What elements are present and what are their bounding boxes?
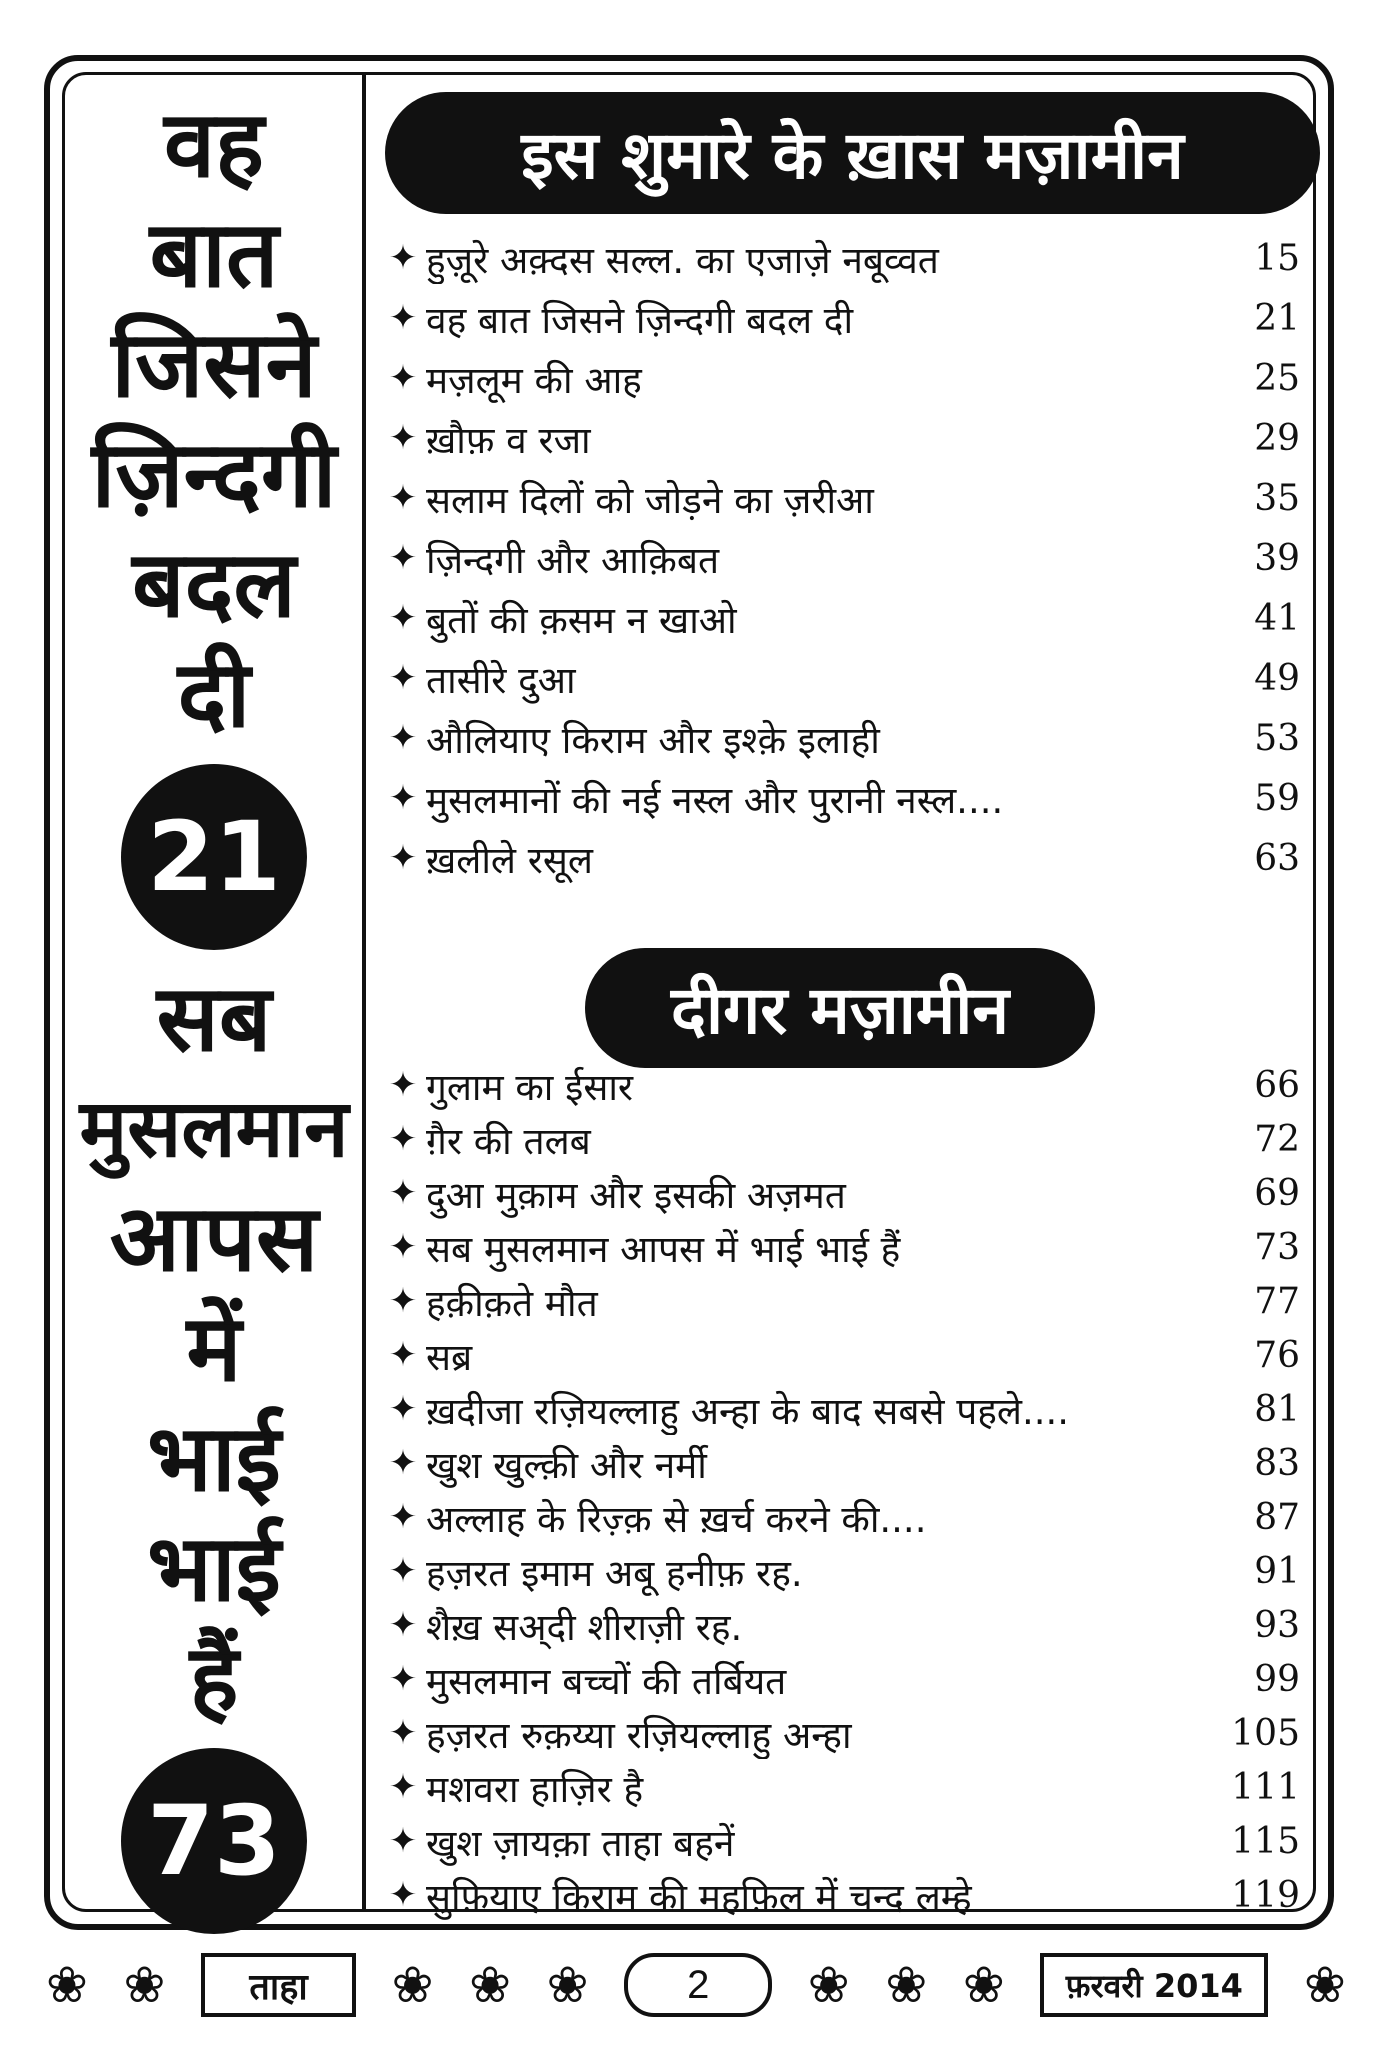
flower-icon: ❀ <box>469 1956 512 2014</box>
main-contents-list <box>380 228 1310 888</box>
left-word: ज़िन्दगी <box>91 421 337 528</box>
toc-item-title: हुज़ूरे अक़्दस सल्ल. का एजाज़े नबूव्वत <box>426 238 939 282</box>
page-footer <box>46 1945 1346 2025</box>
toc-item[interactable] <box>380 1166 1310 1220</box>
toc-item[interactable] <box>380 1112 1310 1166</box>
toc-item-title: शैख़ सअ्दी शीराज़ी रह. <box>426 1605 743 1649</box>
toc-item[interactable] <box>380 1706 1310 1760</box>
star-bullet-icon: ✦ <box>388 1389 418 1429</box>
toc-item-page: 105 <box>1231 1712 1300 1754</box>
toc-item-title: ख़ौफ़ व रजा <box>426 418 591 462</box>
star-bullet-icon: ✦ <box>388 1065 418 1105</box>
star-bullet-icon: ✦ <box>388 238 418 278</box>
toc-item-page: 91 <box>1254 1550 1300 1592</box>
flower-icon: ❀ <box>391 1956 434 2014</box>
toc-item-page: 21 <box>1254 297 1300 339</box>
toc-item-page: 39 <box>1254 537 1300 579</box>
toc-item[interactable] <box>380 348 1310 408</box>
toc-item-page: 111 <box>1231 1766 1300 1808</box>
toc-item-page: 69 <box>1254 1172 1300 1214</box>
page-number: 2 <box>624 1953 772 2017</box>
toc-item[interactable] <box>380 1760 1310 1814</box>
star-bullet-icon: ✦ <box>388 1659 418 1699</box>
star-bullet-icon: ✦ <box>388 778 418 818</box>
toc-item[interactable] <box>380 1274 1310 1328</box>
toc-item[interactable] <box>380 528 1310 588</box>
toc-item-title: हक़ीक़ते मौत <box>426 1281 598 1325</box>
toc-item[interactable] <box>380 1436 1310 1490</box>
toc-item[interactable] <box>380 708 1310 768</box>
star-bullet-icon: ✦ <box>388 1551 418 1591</box>
toc-item[interactable] <box>380 1598 1310 1652</box>
toc-item-title: दुआ मुक़ाम और इसकी अज़मत <box>426 1173 846 1217</box>
toc-item-title: खुश ज़ायक़ा ताहा बहनें <box>426 1821 735 1865</box>
toc-item-title: हज़रत इमाम अबू हनीफ़ रह. <box>426 1551 803 1595</box>
toc-item-page: 76 <box>1254 1334 1300 1376</box>
star-bullet-icon: ✦ <box>388 1497 418 1537</box>
flower-icon: ❀ <box>807 1956 850 2014</box>
page-badge-73[interactable]: 73 <box>121 1748 307 1934</box>
toc-item-title: मशवरा हाज़िर है <box>426 1767 644 1811</box>
issue-date: फ़रवरी 2014 <box>1040 1953 1268 2017</box>
star-bullet-icon: ✦ <box>388 418 418 458</box>
toc-item[interactable] <box>380 1868 1310 1922</box>
toc-item-title: सुफ़ियाए किराम की महफ़िल में चन्द लम्हे <box>426 1875 972 1919</box>
toc-item[interactable] <box>380 288 1310 348</box>
toc-item-title: सब मुसलमान आपस में भाई भाई हैं <box>426 1227 901 1271</box>
toc-item-page: 41 <box>1254 597 1300 639</box>
star-bullet-icon: ✦ <box>388 658 418 698</box>
main-section-title: इस शुमारे के ख़ास मज़ामीन <box>385 92 1320 214</box>
star-bullet-icon: ✦ <box>388 478 418 518</box>
other-section-title: दीगर मज़ामीन <box>585 948 1095 1068</box>
toc-item[interactable] <box>380 1328 1310 1382</box>
toc-item-page: 53 <box>1254 717 1300 759</box>
toc-item-page: 35 <box>1254 477 1300 519</box>
star-bullet-icon: ✦ <box>388 1119 418 1159</box>
toc-item-title: सलाम दिलों को जोड़ने का ज़रीआ <box>426 478 874 522</box>
toc-item-title: औलियाए किराम और इश्क़े इलाही <box>426 718 880 762</box>
toc-item-title: गुलाम का ईसार <box>426 1065 634 1109</box>
toc-item-page: 72 <box>1254 1118 1300 1160</box>
toc-item-page: 29 <box>1254 417 1300 459</box>
toc-item-title: सब्र <box>426 1335 473 1379</box>
star-bullet-icon: ✦ <box>388 538 418 578</box>
toc-item-page: 81 <box>1254 1388 1300 1430</box>
toc-item-page: 59 <box>1254 777 1300 819</box>
toc-item[interactable] <box>380 1544 1310 1598</box>
toc-item[interactable] <box>380 1490 1310 1544</box>
flower-icon: ❀ <box>1303 1956 1346 2014</box>
left-word: में <box>186 1295 242 1402</box>
star-bullet-icon: ✦ <box>388 1767 418 1807</box>
toc-item[interactable] <box>380 828 1310 888</box>
star-bullet-icon: ✦ <box>388 1713 418 1753</box>
toc-item-title: बुतों की क़सम न खाओ <box>426 598 737 642</box>
toc-item-title: खुश खुल्क़ी और नर्मी <box>426 1443 707 1487</box>
left-word: वह <box>163 91 264 198</box>
left-word: सब <box>156 965 272 1072</box>
flower-icon: ❀ <box>46 1956 88 2014</box>
flower-icon: ❀ <box>962 1956 1005 2014</box>
star-bullet-icon: ✦ <box>388 1173 418 1213</box>
column-divider <box>362 74 366 1910</box>
toc-item-page: 83 <box>1254 1442 1300 1484</box>
toc-item[interactable] <box>380 1058 1310 1112</box>
left-word: दी <box>177 641 251 748</box>
left-word: भाई <box>147 1405 281 1512</box>
toc-item[interactable] <box>380 768 1310 828</box>
star-bullet-icon: ✦ <box>388 718 418 758</box>
toc-item-page: 49 <box>1254 657 1300 699</box>
star-bullet-icon: ✦ <box>388 1335 418 1375</box>
toc-item-title: ग़ैर की तलब <box>426 1119 591 1163</box>
toc-item-title: मुसलमान बच्चों की तर्बियत <box>426 1659 787 1703</box>
toc-item-page: 119 <box>1231 1874 1300 1916</box>
left-word: बदल <box>132 531 296 638</box>
toc-item-title: ख़लीले रसूल <box>426 838 594 882</box>
left-word: आपस <box>109 1185 319 1292</box>
star-bullet-icon: ✦ <box>388 1821 418 1861</box>
flower-icon: ❀ <box>546 1956 589 2014</box>
toc-item[interactable] <box>380 1814 1310 1868</box>
left-word: जिसने <box>111 311 317 418</box>
toc-item-title: हज़रत रुक़य्या रज़ियल्लाहु अन्हा <box>426 1713 852 1757</box>
toc-item-page: 93 <box>1254 1604 1300 1646</box>
toc-item-page: 87 <box>1254 1496 1300 1538</box>
star-bullet-icon: ✦ <box>388 358 418 398</box>
toc-item[interactable] <box>380 1652 1310 1706</box>
page-badge-21[interactable]: 21 <box>121 764 307 950</box>
toc-item[interactable] <box>380 588 1310 648</box>
flower-icon: ❀ <box>123 1956 166 2014</box>
toc-item-page: 115 <box>1231 1820 1300 1862</box>
toc-item-page: 25 <box>1254 357 1300 399</box>
star-bullet-icon: ✦ <box>388 298 418 338</box>
star-bullet-icon: ✦ <box>388 1875 418 1915</box>
toc-item-page: 73 <box>1254 1226 1300 1268</box>
star-bullet-icon: ✦ <box>388 1281 418 1321</box>
toc-item-page: 99 <box>1254 1658 1300 1700</box>
toc-item-title: ख़दीजा रज़ियल्लाहु अन्हा के बाद सबसे पहले.... <box>426 1389 1070 1433</box>
toc-item-title: मज़लूम की आह <box>426 358 642 402</box>
star-bullet-icon: ✦ <box>388 1443 418 1483</box>
toc-item-title: मुसलमानों की नई नस्ल और पुरानी नस्ल.... <box>426 778 1004 822</box>
star-bullet-icon: ✦ <box>388 1227 418 1267</box>
toc-item-page: 77 <box>1254 1280 1300 1322</box>
star-bullet-icon: ✦ <box>388 598 418 638</box>
toc-item-page: 66 <box>1254 1064 1300 1106</box>
toc-item[interactable] <box>380 228 1310 288</box>
toc-item-title: ज़िन्दगी और आक़िबत <box>426 538 720 582</box>
left-column <box>66 90 362 1948</box>
toc-item[interactable] <box>380 468 1310 528</box>
left-word: हैं <box>189 1625 239 1732</box>
left-word: मुसलमान <box>79 1082 349 1175</box>
star-bullet-icon: ✦ <box>388 838 418 878</box>
toc-item-page: 63 <box>1254 837 1300 879</box>
left-word: भाई <box>147 1515 281 1622</box>
other-contents-list <box>380 1058 1310 1922</box>
left-word: बात <box>149 201 279 308</box>
toc-item[interactable] <box>380 408 1310 468</box>
toc-item-title: अल्लाह के रिज़्क़ से ख़र्च करने की.... <box>426 1497 927 1541</box>
toc-item-title: वह बात जिसने ज़िन्दगी बदल दी <box>426 298 854 342</box>
toc-item-title: तासीरे दुआ <box>426 658 576 702</box>
star-bullet-icon: ✦ <box>388 1605 418 1645</box>
toc-item[interactable] <box>380 1220 1310 1274</box>
toc-item[interactable] <box>380 648 1310 708</box>
toc-item-page: 15 <box>1254 237 1300 279</box>
flower-icon: ❀ <box>885 1956 928 2014</box>
magazine-name: ताहा <box>201 1953 356 2017</box>
toc-item[interactable] <box>380 1382 1310 1436</box>
